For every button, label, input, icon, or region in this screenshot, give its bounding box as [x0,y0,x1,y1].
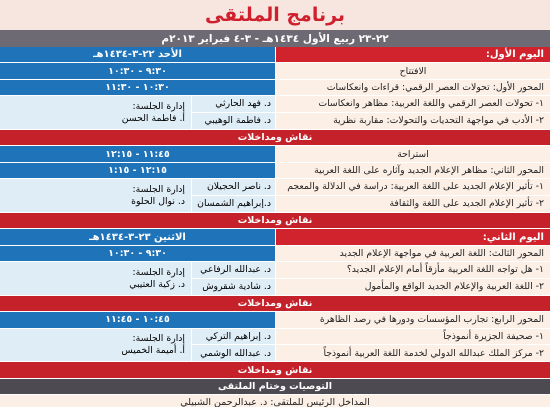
axis4-items [0,329,550,363]
program-title-bar [0,0,550,30]
paper-title: ٢- مركز الملك عبدالله الدولي لخدمة اللغة العربية أنموذجاً [276,345,550,361]
day1-label: اليوم الأول: [275,47,550,62]
moderator-name: أ. أميمة الخميس [121,345,185,357]
moderator-label: إدارة الجلسة: [132,100,185,112]
axis4-people [0,329,275,362]
table-row [0,246,550,262]
discussion-row [0,362,550,378]
table-row [0,312,550,328]
moderator-label: إدارة الجلسة: [132,266,185,278]
speaker-name: د. عبدالله الوشمي [200,347,271,359]
keynote-row [0,395,550,407]
program-title: برنامج الملتقى [204,4,346,26]
discussion-row [0,296,550,312]
axis2-items [0,179,550,213]
axis1-people [0,96,275,129]
axis1-time: ١٠:٣٠ - ١١:٣٠ [0,80,275,95]
discussion-label: نقاش ومداخلات [0,130,550,145]
speaker-column [191,179,275,212]
axis3-items [0,262,550,296]
schedule-table [0,47,550,407]
day2-date: الاثنين ٢٣-٣-١٤٣٤هـ [0,229,275,244]
axis1-papers [275,96,550,129]
break-time: ١١:٤٥ - ١٢:١٥ [0,146,275,161]
closing-row [0,379,550,395]
paper-title: ١- هل تواجه اللغة العربية مأزقاً أمام الإعلام الجديد؟ [276,262,550,278]
paper-title: ٢- اللغة العربية والإعلام الجديد الواقع والمأمول [276,279,550,295]
table-row [0,63,550,79]
moderator-cell [0,96,191,129]
break-label: استراحة [275,146,550,161]
speaker-column [191,96,275,129]
speaker-name: د. شادية شقروش [202,281,271,293]
moderator-cell [0,329,191,362]
opening-label: الافتتاح [275,63,550,78]
opening-time: ٩:٣٠ - ١٠:٣٠ [0,63,275,78]
speaker-name: د.إبراهيم الشمسان [197,198,271,210]
keynote-label: المداخل الرئيس للملتقى: د. عبدالرحمن الشبيلي [0,395,550,407]
moderator-cell [0,262,191,295]
speaker-name: د. إبراهيم التركي [192,329,275,345]
axis4-time: ١٠:٤٥ - ١١:٤٥ [0,312,275,327]
speaker-name: د. فاطمة الوهيبي [204,115,271,127]
discussion-label: نقاش ومداخلات [0,296,550,311]
moderator-label: إدارة الجلسة: [132,333,185,345]
dates-bar: ٢٢-٢٣ ربيع الأول ١٤٣٤هـ - ٣-٤ فبراير ٢٠١٣م [0,30,550,47]
axis2-time: ١٢:١٥ - ١:١٥ [0,163,275,178]
day1-header-row [0,47,550,63]
moderator-label: إدارة الجلسة: [132,183,185,195]
table-row [0,163,550,179]
discussion-row [0,213,550,229]
closing-label: التوصيات وختام الملتقى [0,379,550,394]
day1-date: الأحد ٢٢-٣-١٤٣٤هـ [0,47,275,62]
axis4-title: المحور الرابع: تجارب المؤسسات ودورها في رصد الظاهرة [275,312,550,327]
moderator-name: أ. فاطمة الحسن [121,112,185,124]
paper-title: ١- صحيفة الجزيرة أنموذجاً [276,329,550,345]
axis4-papers [275,329,550,362]
axis2-people [0,179,275,212]
axis2-papers [275,179,550,212]
speaker-name: د. عبدالله الرفاعي [192,262,275,278]
paper-title: ١- تأثير الإعلام الجديد على اللغة العربية: دراسة في الدلالة والمعجم [276,179,550,195]
table-row [0,80,550,96]
axis1-title: المحور الأول: تحولات العصر الرقمي: قراءات وانعكاسات [275,80,550,95]
discussion-row [0,130,550,146]
axis1-items [0,96,550,130]
paper-title: ٢- الأدب في مواجهة التحديات والتحولات: مقاربة نظرية [276,113,550,129]
axis3-people [0,262,275,295]
speaker-column [191,329,275,362]
discussion-label: نقاش ومداخلات [0,213,550,228]
table-row [0,146,550,162]
day2-label: اليوم الثاني: [275,229,550,244]
axis3-time: ٩:٣٠ - ١٠:٣٠ [0,246,275,261]
day2-header-row [0,229,550,245]
axis2-title: المحور الثاني: مظاهر الإعلام الجديد وآثاره على اللغة العربية [275,163,550,178]
speaker-name: د. فهد الحارثي [192,96,275,112]
axis3-papers [275,262,550,295]
axis3-title: المحور الثالث: اللغة العربية في مواجهة الإعلام الجديد [275,246,550,261]
discussion-label: نقاش ومداخلات [0,362,550,377]
speaker-column [191,262,275,295]
moderator-cell [0,179,191,212]
paper-title: ٢- تأثير الإعلام الجديد على اللغة والثقافة [276,196,550,212]
moderator-name: د. زكية العتيبي [129,278,185,290]
speaker-name: د. ناصر الحجيلان [192,179,275,195]
paper-title: ١- تحولات العصر الرقمي واللغة العربية: مظاهر وانعكاسات [276,96,550,112]
moderator-name: د. نوال الحلوة [131,195,185,207]
